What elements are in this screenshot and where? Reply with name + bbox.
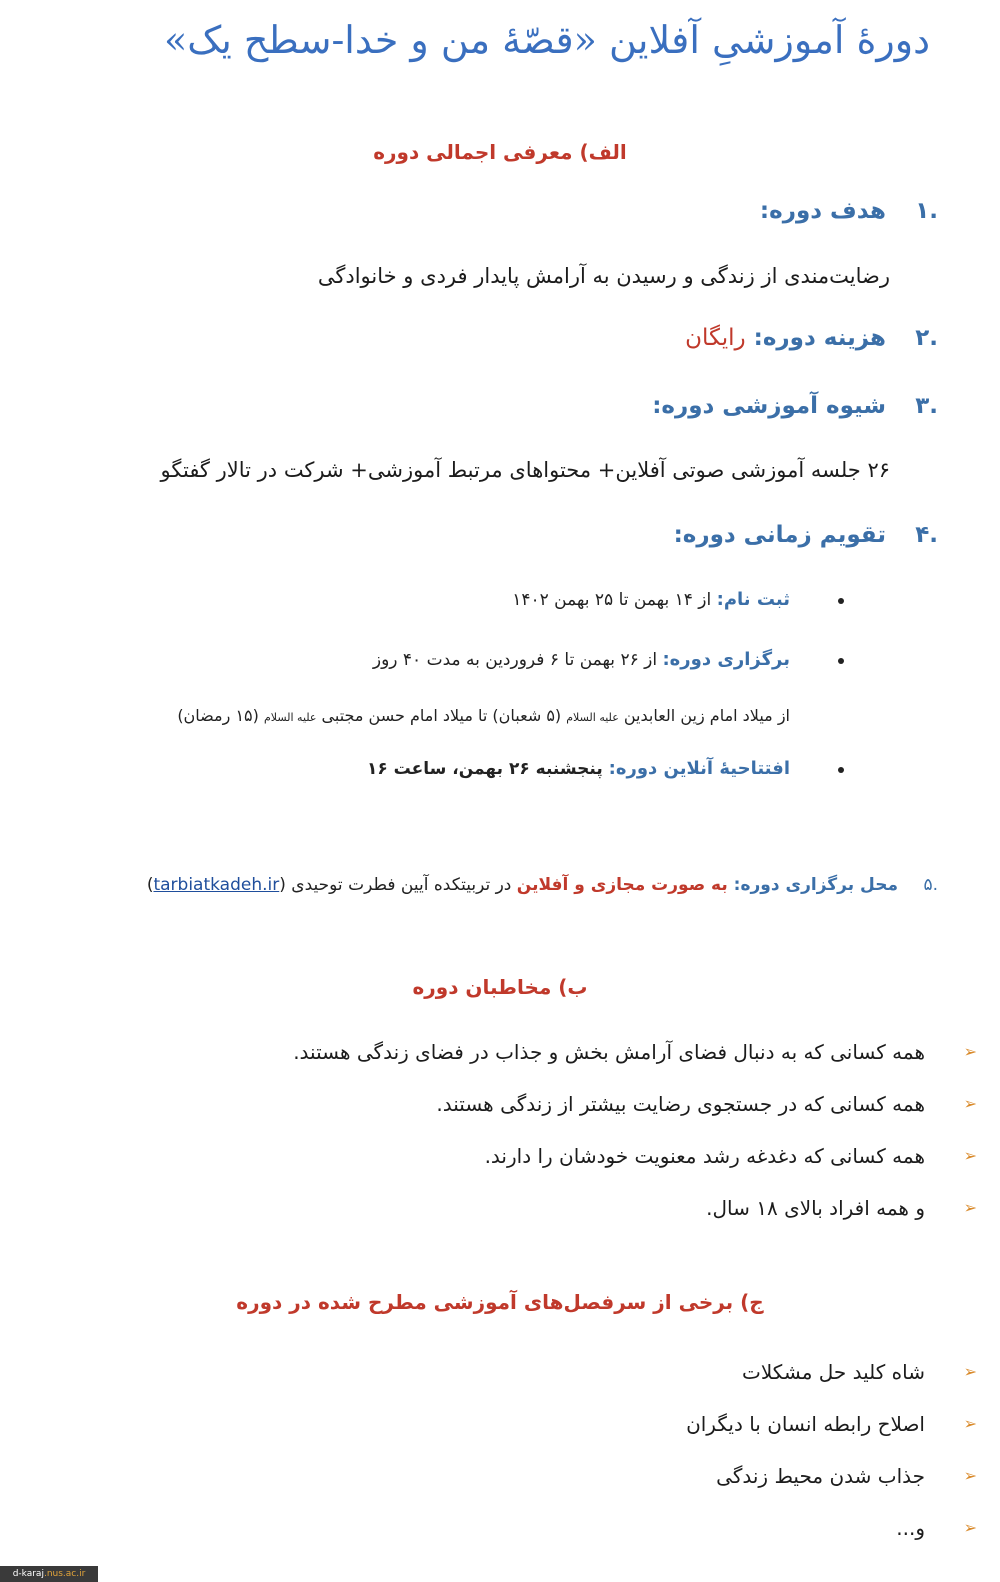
method-body: ۲۶ جلسه آموزشی صوتی آفلاین+ محتواهای مرتبط آموزشی+ شرکت در تالار گفتگو [160, 458, 890, 482]
audience-item [40, 1196, 977, 1220]
arrow-bullet-icon: ➢ [963, 1362, 977, 1381]
arrow-bullet-icon: ➢ [963, 1146, 977, 1165]
schedule-opening [20, 758, 790, 779]
venue-item [40, 875, 938, 895]
audience-item [40, 1040, 977, 1064]
goal-item [40, 198, 938, 224]
honorific: علیه السلام [263, 711, 317, 724]
method-label: شیوه آموزشی دوره: [652, 393, 886, 419]
schedule-label: تقویم زمانی دوره: [673, 522, 886, 548]
section-c-heading: ج) برخی از سرفصل‌های آموزشی مطرح شده در دوره [236, 1290, 764, 1314]
logo-suffix: .nus.ac.ir [43, 1569, 86, 1579]
schedule-item [40, 522, 938, 548]
item-number: .۵ [923, 875, 938, 895]
venue-link[interactable]: tarbiatkadeh.ir [153, 875, 280, 895]
topic-text: و... [896, 1516, 925, 1540]
audience-text: و همه افراد بالای ۱۸ سال. [706, 1196, 925, 1220]
honorific: علیه السلام [566, 711, 619, 724]
arrow-bullet-icon: ➢ [963, 1414, 977, 1433]
section-b-heading: ب) مخاطبان دوره [412, 975, 588, 999]
occasion-text: از میلاد امام زین العابدین [618, 706, 790, 725]
section-a-heading: الف) معرفی اجمالی دوره [373, 140, 627, 164]
topic-item [40, 1360, 977, 1384]
occasion-text: (۵ شعبان) تا میلاد امام حسن مجتبی [316, 706, 567, 725]
venue-mode: به صورت مجازی و آفلاین [516, 875, 734, 895]
topic-text: شاه کلید حل مشکلات [742, 1360, 925, 1384]
arrow-bullet-icon: ➢ [963, 1094, 977, 1113]
item-number: .۴ [915, 522, 938, 548]
site-logo[interactable] [0, 1566, 98, 1582]
arrow-bullet-icon: ➢ [963, 1518, 977, 1537]
arrow-bullet-icon: ➢ [963, 1466, 977, 1485]
audience-text: همه کسانی که دغدغه رشد معنویت خودشان را دارند. [484, 1144, 925, 1168]
topic-item [40, 1516, 977, 1540]
arrow-bullet-icon: ➢ [963, 1198, 977, 1217]
registration-text: از ۱۴ بهمن تا ۲۵ بهمن ۱۴۰۲ [512, 590, 717, 610]
cost-value: رایگان [685, 325, 746, 351]
goal-label: هدف دوره: [759, 198, 886, 224]
venue-label: محل برگزاری دوره: [733, 875, 898, 895]
audience-item [40, 1144, 977, 1168]
method-item [40, 393, 938, 419]
audience-item [40, 1092, 977, 1116]
audience-text: همه کسانی که به دنبال فضای آرامش بخش و جذاب در فضای زندگی هستند. [293, 1040, 925, 1064]
holding-label: برگزاری دوره: [662, 649, 790, 670]
arrow-bullet-icon: ➢ [963, 1042, 977, 1061]
schedule-occasion-line [20, 706, 790, 725]
bullet-dot-icon [838, 658, 844, 664]
topic-text: جذاب شدن محیط زندگی [716, 1464, 925, 1488]
audience-text: همه کسانی که در جستجوی رضایت بیشتر از زندگی هستند. [436, 1092, 925, 1116]
item-number: .۱ [915, 198, 938, 224]
item-number: .۳ [915, 393, 938, 419]
venue-text: در تربیتکده آیین فطرت توحیدی ( [279, 875, 517, 895]
opening-text: پنجشنبه ۲۶ بهمن، ساعت ۱۶ [366, 759, 609, 779]
schedule-holding [20, 649, 790, 670]
goal-body: رضایت‌مندی از زندگی و رسیدن به آرامش پایدار فردی و خانوادگی [317, 264, 890, 288]
logo-prefix: d-karaj [12, 1569, 44, 1579]
bullet-dot-icon [838, 767, 844, 773]
venue-close: ) [146, 875, 154, 895]
cost-label: هزینه دوره: [753, 325, 886, 351]
opening-label: افتتاحیۀ آنلاین دوره: [608, 758, 790, 779]
topic-text: اصلاح رابطه انسان با دیگران [686, 1412, 925, 1436]
page-title: دورۀ آموزشیِ آفلاین «قصّۀ من و خدا-سطح یک» [164, 18, 930, 62]
holding-text: از ۲۶ بهمن تا ۶ فروردین به مدت ۴۰ روز [372, 650, 663, 670]
occasion-text: (۱۵ رمضان) [177, 706, 264, 725]
cost-item [40, 325, 938, 351]
item-number: .۲ [915, 325, 938, 351]
topic-item [40, 1412, 977, 1436]
registration-label: ثبت نام: [716, 589, 790, 610]
bullet-dot-icon [838, 598, 844, 604]
schedule-registration [20, 589, 790, 610]
topic-item [40, 1464, 977, 1488]
